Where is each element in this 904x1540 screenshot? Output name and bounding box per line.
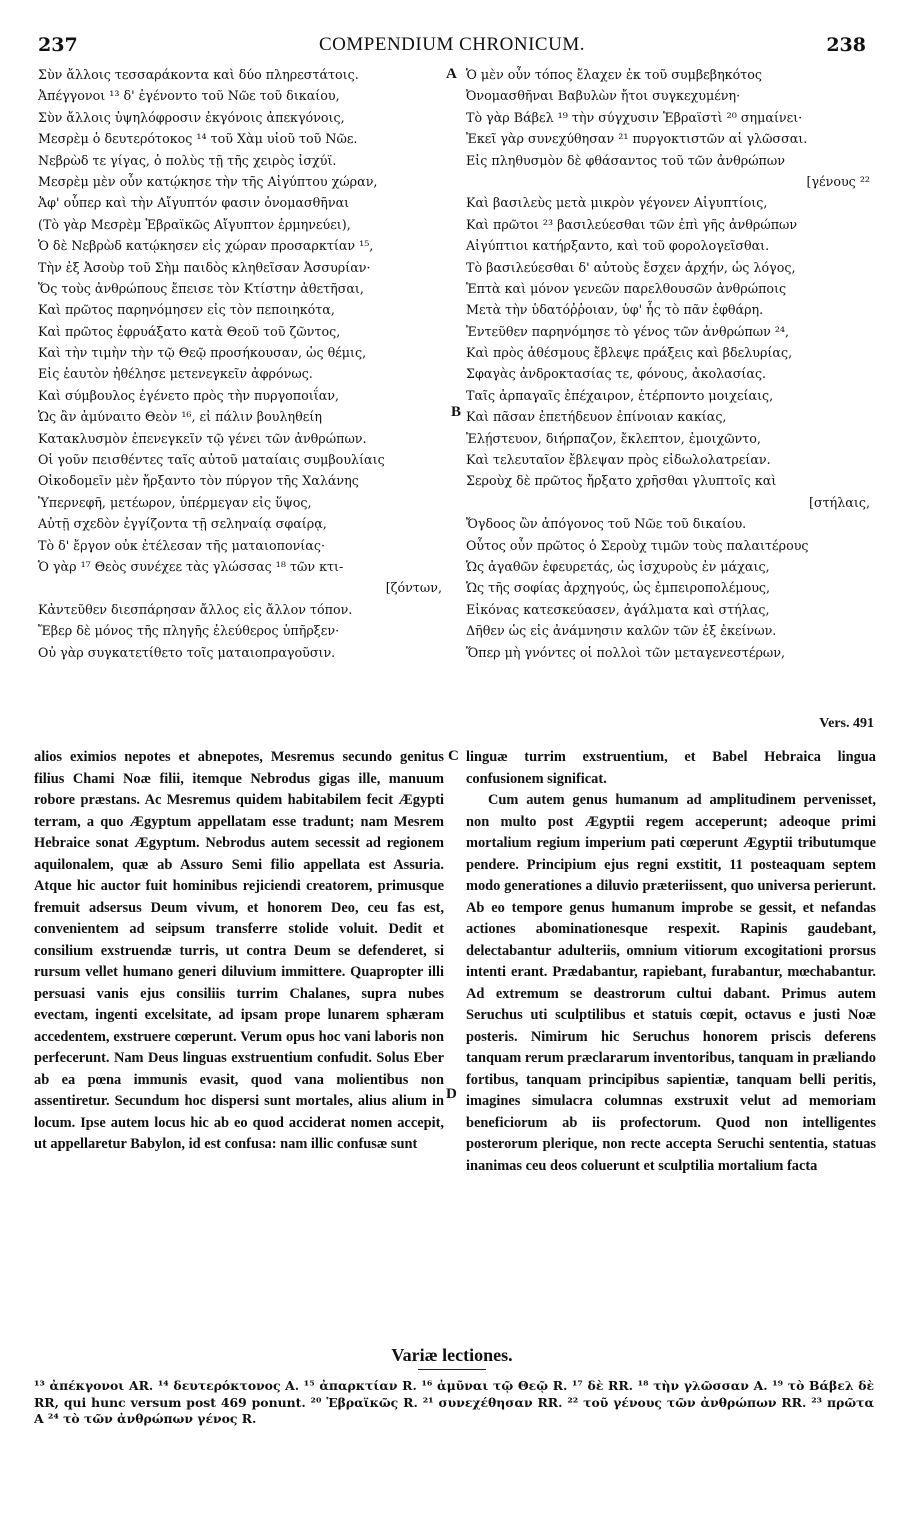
greek-verse-line: Ὡς τῆς σοφίας ἀρχηγούς, ὡς ἐμπειροπολέμους,	[466, 580, 771, 596]
greek-verse-line: Ὄγδοος ὢν ἀπόγονος τοῦ Νῶε τοῦ δικαίου.	[466, 516, 747, 532]
greek-verse-line: Οὗτος οὖν πρῶτος ὁ Σεροὺχ τιμῶν τοὺς παλαιτέρους	[466, 537, 809, 553]
greek-verse-line: Οἱ γοῦν πεισθέντες ταῖς αὐτοῦ ματαίαις συμβουλίαις	[38, 452, 385, 468]
latin-paragraph: Cum autem genus humanum ad amplitudinem pervenisset, non multo post Ægyptii regem acceperunt; adeoque primi mortalium regium imperium pati cœperunt Ægyptii tributumque pendere. Principium ejus regni exstitit, 11 posteaquam septem modo generationes a diluvio præteriissent, quo universa perierunt. Ab eo tempore genus humanum improbe se gessit, et nefandas actiones abominationesque respexit. Rapinis gaudebant, delectabantur adulteriis, omnium vitiorum excogitationi prorsus intenti erant. Prædabantur, rapiebant, furabantur, mœchabantur. Ad extremum se deastrorum cultui dabant. Primus autem Seruchus uti sculptilibus et statuis cœpit, octavus e justi Noæ posteris. Nimirum hic Seruchus honorem priscis deferens tanquam rerum præclararum inventoribus, tanquam in præliando fortibus, tanquam principibus sapientiæ, tanquam belli peritis, imagines simulacra columnas exstruxit velut ad memoriam beneficiorum ab iis profectorum. Quod non intelligentes posterorum plerique, non recte accepta Seruchi sententia, statuas inanimas ceu deos coluerunt et sculptilia mortalium facta	[466, 792, 876, 1174]
greek-verse-line: Ἀπέγγονοι ¹³ δ' ἐγένοντο τοῦ Νῶε τοῦ δικαίου,	[38, 88, 340, 104]
greek-verse-line: Σεροὺχ δὲ πρῶτος ἤρξατο χρῆσθαι γλυπτοῖς καὶ	[466, 473, 777, 489]
page-number-right: 238	[826, 34, 866, 56]
page-header	[34, 34, 870, 58]
greek-verse-line: (Τὸ γὰρ Μεσρὲμ Ἑβραϊκῶς Αἴγυπτον ἑρμηνεύει),	[38, 216, 351, 232]
greek-verse-line: Κἀντεῦθεν διεσπάρησαν ἄλλος εἰς ἄλλον τόπον.	[38, 601, 353, 617]
greek-text-left-column	[38, 64, 446, 663]
greek-verse-line: Ἀφ' οὗπερ καὶ τὴν Αἴγυπτόν φασιν ὀνομασθῆναι	[38, 195, 350, 211]
greek-verse-line: Τὸ δ' ἔργον οὐκ ἐτέλεσαν τῆς ματαιοπονίας·	[38, 537, 325, 553]
greek-verse-line: Δῆθεν ὡς εἰς ἀνάμνησιν καλῶν τῶν ἐξ ἐκείνων.	[466, 623, 777, 639]
greek-verse-line: Ὅς τοὺς ἀνθρώπους ἔπεισε τὸν Κτίστην ἀθετῆσαι,	[38, 280, 364, 296]
greek-verse-line: Σὺν ἄλλοις τεσσαράκοντα καὶ δύο πληρεστάτοις.	[38, 67, 359, 82]
greek-verse-line: Τὸ βασιλεύεσθαι δ' αὐτοὺς ἔσχεν ἀρχήν, ὡς λόγος,	[466, 259, 796, 275]
variants-rule	[418, 1369, 486, 1370]
greek-verse-line: Ἐντεῦθεν παρηνόμησε τὸ γένος τῶν ἀνθρώπων ²⁴,	[466, 323, 790, 339]
greek-verse-line: Μεσρὲμ μὲν οὖν κατῴκησε τὴν τῆς Αἰγύπτου χώραν,	[38, 173, 378, 189]
greek-verse-line: Ὅπερ μὴ γνόντες οἱ πολλοὶ τῶν μεταγενεστέρων,	[466, 644, 786, 660]
greek-verse-line: Σὺν ἄλλοις ὑψηλόφροσιν ἐκγόνοις ἀπεκγόνοις,	[38, 109, 345, 125]
latin-paragraph: alios eximios nepotes et abnepotes, Mesremus secundo genitus filius Chami Noæ filii, itemque Nebrodus gigas ille, manuum robore præstans. Ac Mesremus quidem habitabilem fecit Ægypti terram, a quo Ægyptum appellatam esse tradunt; nam Mesrem Hebraice sonat Ægyptum. Nebrodus autem secessit ad regionem aquilonalem, quæ ab Assuro Semi filio appellata est Assuria. Atque hic auctor fuit hominibus rejiciendi creatorem, primusque fremuit adsersus Deum vivum, et honorem Deo, ceu fas est, convenientem ad seipsum transferre stolide voluit. Dedit et consilium exstruendæ turris, ut contra Deum se defenderet, si rursum vellet humano generi diluvium immittere. Quapropter illi persuasi vanis ejus consiliis turrim Chalanes, supra nubes evectam, ingenti excelsitate, ad ipsam prope lunarem sphæram accedentem, exstruere cœperunt. Verum opus hoc vani laboris non perfecerunt. Nam Deus linguas exstruentium confudit. Solus Eber ab ea pœna immunis evasit, quod vana molientibus non assentiretur. Secundum hoc dispersi sunt mortales, alius alium in locum. Ipse autem locus hic ab eo quod acciderat nomen accepit, ut appellaretur Babylon, id est confusa: nam illic confusæ sunt	[34, 749, 444, 1152]
variant-readings: ¹³ ἀπέκγονοι AR. ¹⁴ δευτερόκτονος A. ¹⁵ ἀπαρκτίαν R. ¹⁶ ἀμῦναι τῷ Θεῷ R. ¹⁷ δὲ RR. ¹⁸ τὴν γλῶσσαν A. ¹⁹ τὸ Βάβελ δὲ RR, qui hunc versum post 469 ponunt. ²⁰ Ἑβραϊκῶς R. ²¹ συνεχέθησαν RR. ²² τοῦ γένους τῶν ἀνθρώπων RR. ²³ πρῶτα A ²⁴ τὸ τῶν ἀνθρώπων γένος R.	[34, 1378, 874, 1426]
greek-verse-line: Ἑπτὰ καὶ μόνον γενεῶν παρελθουσῶν ἀνθρώποις	[466, 280, 787, 296]
greek-verse-line: Ἐκεῖ γὰρ συνεχύθησαν ²¹ πυργοκτιστῶν αἱ γλῶσσαι.	[466, 131, 808, 147]
page-number-left: 237	[38, 34, 78, 56]
greek-verse-line: Ὡς ἂν ἀμύναιτο Θεὸν ¹⁶, εἰ πάλιν βουληθείη	[38, 409, 322, 425]
greek-verse-line: Καὶ βασιλεὺς μετὰ μικρὸν γέγονεν Αἰγυπτίοις,	[466, 195, 768, 211]
running-title: COMPENDIUM CHRONICUM.	[319, 34, 585, 55]
greek-verse-line: Καὶ πρῶτος ἐφρυάξατο κατὰ Θεοῦ τοῦ ζῶντος,	[38, 323, 341, 339]
greek-verse-line: [ζόντων,	[385, 580, 442, 596]
greek-verse-line: Καὶ πρὸς ἀθέσμους ἔβλεψε πράξεις καὶ βδελυρίας,	[466, 345, 793, 361]
greek-verse-line: Ἔβερ δὲ μόνος τῆς πληγῆς ἐλεύθερος ὑπῆρξεν·	[38, 623, 340, 639]
greek-verse-line: [στήλαις,	[809, 494, 870, 510]
margin-letter-c: C	[448, 748, 459, 764]
greek-verse-line: Ὁ γὰρ ¹⁷ Θεὸς συνέχεε τὰς γλώσσας ¹⁸ τῶν κτι-	[38, 558, 344, 574]
greek-verse-line: Ὡς ἀγαθῶν ἐφευρετάς, ὡς ἰσχυροὺς ἐν μάχαις,	[466, 558, 770, 574]
greek-verse-line: Ἐλῄστευον, διήρπαζον, ἔκλεπτον, ἐμοιχῶντο,	[466, 430, 761, 446]
greek-verse-line: Οὐ γὰρ συγκατετίθετο τοῖς ματαιοπραγοῦσιν.	[38, 644, 336, 660]
greek-verse-line: Οἰκοδομεῖν μὲν ἤρξαντο τὸν πύργον τῆς Χαλάνης	[38, 473, 359, 489]
greek-verse-line: Αἰγύπτιοι κατήρξαντο, καὶ τοῦ φορολογεῖσθαι.	[466, 238, 770, 254]
margin-letter-a: A	[446, 66, 457, 82]
greek-verse-line: Τὴν ἐξ Ἀσοὺρ τοῦ Σὴμ παιδὸς κληθεῖσαν Ἀσσυρίαν·	[38, 259, 371, 275]
greek-verse-line: Καὶ τὴν τιμὴν τὴν τῷ Θεῷ προσήκουσαν, ὡς θέμις,	[38, 345, 367, 361]
greek-verse-line: Κατακλυσμὸν ἐπενεγκεῖν τῷ γένει τῶν ἀνθρώπων.	[38, 430, 367, 446]
latin-paragraph: linguæ turrim exstruentium, et Babel Hebraica lingua confusionem significat.	[466, 749, 876, 787]
greek-text-right-column	[466, 64, 874, 663]
greek-verse-line: Εἰς πληθυσμὸν δὲ φθάσαντος τοῦ τῶν ἀνθρώπων	[466, 152, 785, 168]
greek-verse-line: Τὸ γὰρ Βάβελ ¹⁹ τὴν σύγχυσιν Ἑβραϊστὶ ²⁰ σημαίνει·	[466, 109, 803, 125]
latin-translation-right-column	[466, 747, 876, 1177]
greek-verse-line: Καὶ σύμβουλος ἐγένετο πρὸς τὴν πυργοποιΐαν,	[38, 387, 340, 403]
greek-verse-line: Μετὰ τὴν ὑδατόῤῥοιαν, ὑφ' ἧς τὸ πᾶν ἐφθάρη.	[466, 302, 764, 318]
greek-verse-line: Ταῖς ἁρπαγαῖς ἐπέχαιρον, ἐτέρποντο μοιχείαις,	[466, 387, 774, 403]
variants-heading: Variæ lectiones.	[391, 1345, 513, 1365]
greek-verse-line: Αὐτῇ σχεδὸν ἐγγίζοντα τῇ σεληναίᾳ σφαίρᾳ,	[38, 516, 327, 532]
greek-verse-line: Καὶ πρῶτος παρηνόμησεν εἰς τὸν πεποιηκότα,	[38, 302, 335, 318]
greek-verse-line: Ὀνομασθῆναι Βαβυλὼν ἤτοι συγκεχυμένη·	[466, 88, 741, 104]
greek-verse-line: Νεβρὼδ τε γίγας, ὁ πολὺς τῇ τῆς χειρὸς ἰσχύϊ.	[38, 152, 337, 168]
greek-verse-line: [γένους ²²	[806, 173, 870, 189]
margin-letter-d: D	[446, 1086, 457, 1102]
greek-verse-line: Σφαγὰς ἀνδροκτασίας τε, φόνους, ἀκολασίας.	[466, 366, 767, 382]
verse-marker: Vers. 491	[819, 716, 874, 731]
margin-letter-b: B	[451, 404, 462, 420]
greek-verse-line: Καὶ τελευταῖον ἔβλεψαν πρὸς εἰδωλολατρείαν.	[466, 452, 771, 468]
greek-verse-line: Καὶ πρῶτοι ²³ βασιλεύεσθαι τῶν ἐπὶ γῆς ἀνθρώπων	[466, 216, 798, 232]
greek-verse-line: Ὑπερνεφῆ, μετέωρον, ὑπέρμεγαν εἰς ὕψος,	[38, 494, 312, 510]
greek-verse-line: Ὁ μὲν οὖν τόπος ἔλαχεν ἐκ τοῦ συμβεβηκότος	[466, 67, 763, 82]
greek-verse-line: Μεσρὲμ ὁ δευτερότοκος ¹⁴ τοῦ Χὰμ υἱοῦ τοῦ Νῶε.	[38, 131, 358, 147]
greek-verse-line: Εἰς ἑαυτὸν ἠθέλησε μετενεγκεῖν ἀφρόνως.	[38, 366, 313, 382]
greek-verse-line: Ὁ δὲ Νεβρὼδ κατῴκησεν εἰς χώραν προσαρκτίαν ¹⁵,	[38, 238, 374, 254]
greek-verse-line: Εἰκόνας κατεσκεύασεν, ἀγάλματα καὶ στήλας,	[466, 601, 770, 617]
latin-translation-left-column	[34, 747, 444, 1156]
greek-verse-line: Καὶ πᾶσαν ἐπετήδευον ἐπίνοιαν κακίας,	[466, 409, 727, 425]
